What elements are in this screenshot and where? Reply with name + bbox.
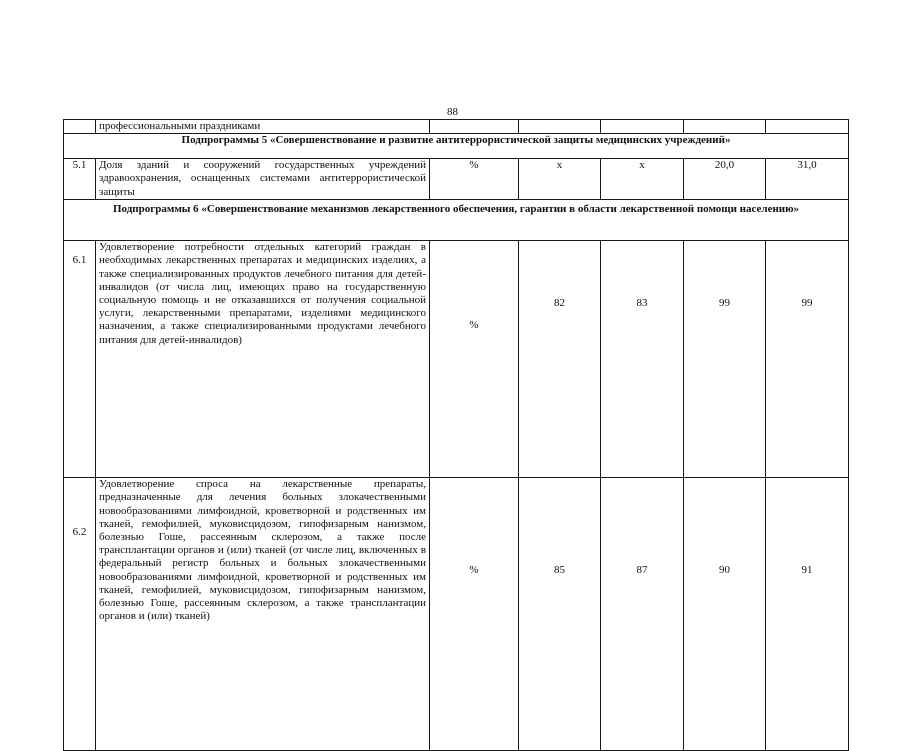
value-cell: 20,0 — [684, 159, 766, 200]
unit-cell: % — [430, 478, 519, 751]
unit-cell: % — [430, 159, 519, 200]
unit-cell: % — [430, 241, 519, 478]
row-number: 5.1 — [64, 159, 96, 200]
row-number: 6.1 — [64, 241, 96, 478]
value-cell: 83 — [601, 241, 684, 478]
value-cell: 31,0 — [766, 159, 849, 200]
value-cell: 82 — [519, 241, 601, 478]
subprogram-heading-row — [64, 200, 849, 241]
page-number: 88 — [447, 106, 458, 118]
value-cell: 87 — [601, 478, 684, 751]
row-number-cell — [64, 120, 96, 134]
subprogram-6-heading: Подпрограммы 6 «Совершенствование механизмов лекарственного обеспечения, гарантии в области лекарственной помощи населению» — [64, 200, 849, 241]
indicators-table — [63, 119, 849, 751]
indicator-description: Доля зданий и сооружений государственных учреждений здравоохранения, оснащенных системами антитеррористической защиты — [96, 159, 430, 200]
table-row — [64, 241, 849, 478]
value-cell — [519, 120, 601, 134]
table-row — [64, 159, 849, 200]
value-cell: х — [601, 159, 684, 200]
value-cell: х — [519, 159, 601, 200]
value-cell: 99 — [766, 241, 849, 478]
value-cell — [766, 120, 849, 134]
indicator-description: Удовлетворение спроса на лекарственные препараты, предназначенные для лечения больных злокачественными новообразованиями лимфоидной, кроветворной и родственных им тканей, гемофилией, муковисцидозом, гипофизарным нанизмом, болезнью Гоше, рассеянным склерозом, а также после трансплантации органов и (или) тканей (от числе лиц, включенных в федеральный регистр больных и больных злокачественными новообразованиями лимфоидной, кроветворной и родственных им тканей, гемофилией, муковисцидозом, гипофизарным нанизмом, болезнью Гоше, рассеянным склерозом, а также трансплантации органов и (или) тканей) — [96, 478, 430, 751]
row-number: 6.2 — [64, 478, 96, 751]
subprogram-heading-row — [64, 134, 849, 159]
indicator-description: профессиональными праздниками — [96, 120, 430, 134]
value-cell — [684, 120, 766, 134]
table-row-continuation — [64, 120, 849, 134]
indicator-description: Удовлетворение потребности отдельных категорий граждан в необходимых лекарственных препаратах и медицинских изделиях, а также специализированных продуктов лечебного питания для детей-инвалидов (от числа лиц, имеющих право на государственную социальную помощь и не отказавшихся от получения социальной услуги, лекарственными препаратами, изделиями медицинского назначения, а также специализированными продуктами лечебного питания для детей-инвалидов) — [96, 241, 430, 478]
value-cell: 91 — [766, 478, 849, 751]
value-cell: 99 — [684, 241, 766, 478]
subprogram-5-heading: Подпрограммы 5 «Совершенствование и развитие антитеррористической защиты медицинских учреждений» — [64, 134, 849, 159]
unit-cell — [430, 120, 519, 134]
value-cell: 90 — [684, 478, 766, 751]
value-cell — [601, 120, 684, 134]
table-row — [64, 478, 849, 751]
value-cell: 85 — [519, 478, 601, 751]
